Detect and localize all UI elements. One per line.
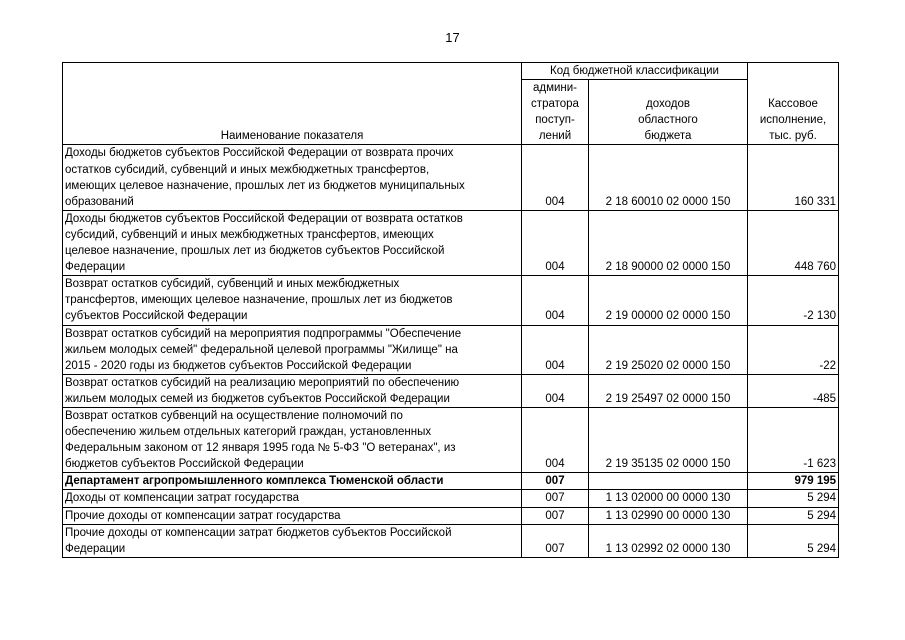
header-execution-line: исполнение,	[759, 114, 827, 127]
row-amount: -485	[748, 374, 839, 407]
row-name	[63, 145, 522, 210]
row-name-line: Доходы от компенсации затрат государства	[65, 492, 299, 505]
header-kbk: Код бюджетной классификации	[522, 63, 748, 80]
row-name-line: Возврат остатков субсидий, субвенций и иных межбюджетных	[65, 278, 400, 291]
row-amount: -22	[748, 325, 839, 374]
row-admin-code: 004	[522, 276, 589, 325]
row-name-line: Федерации	[65, 542, 126, 555]
row-income-code: 2 19 25497 02 0000 150	[589, 374, 748, 407]
header-name: Наименование показателя	[63, 63, 522, 145]
table-row	[63, 325, 839, 374]
header-income-line: бюджета	[644, 130, 692, 143]
row-amount: 160 331	[748, 145, 839, 210]
row-name-line: Доходы бюджетов субъектов Российской Федерации от возврата прочих	[65, 147, 454, 160]
header-administrator-line: лений	[538, 130, 572, 143]
row-admin-code: 007	[522, 524, 589, 557]
row-name-line: Федеральным законом от 12 января 1995 года № 5-ФЗ "О ветеранах", из	[65, 442, 456, 455]
row-amount: 5 294	[748, 507, 839, 524]
row-admin-code: 007	[522, 473, 589, 490]
row-income-code: 2 19 00000 02 0000 150	[589, 276, 748, 325]
row-name	[63, 210, 522, 275]
row-name-line: субсидий, субвенций и иных межбюджетных трансфертов, имеющих	[65, 228, 434, 241]
row-name	[63, 473, 522, 490]
row-name-line: Возврат остатков субсидий на мероприятия подпрограммы "Обеспечение	[65, 327, 462, 340]
header-administrator-line: стратора	[531, 98, 579, 111]
row-name-line: Департамент агропромышленного комплекса Тюменской области	[65, 475, 444, 488]
row-name-line: жильем молодых семей из бюджетов субъектов Российской Федерации	[65, 392, 450, 405]
row-income-code	[589, 473, 748, 490]
row-income-code: 2 18 60010 02 0000 150	[589, 145, 748, 210]
row-name-line: Федерации	[65, 261, 126, 274]
row-name-line: Прочие доходы от компенсации затрат государства	[65, 509, 341, 522]
row-admin-code: 004	[522, 407, 589, 472]
row-amount: 5 294	[748, 490, 839, 507]
row-name-line: имеющих целевое назначение, прошлых лет из бюджетов муниципальных	[65, 179, 465, 192]
table-row	[63, 490, 839, 507]
row-name-line: Доходы бюджетов субъектов Российской Федерации от возврата остатков	[65, 212, 463, 225]
header-income-line: доходов	[646, 98, 690, 111]
row-name-line: Прочие доходы от компенсации затрат бюджетов субъектов Российской	[65, 526, 452, 539]
header-execution-line: тыс. руб.	[769, 130, 817, 143]
row-admin-code: 004	[522, 374, 589, 407]
row-name-line: остатков субсидий, субвенций и иных межбюджетных трансфертов,	[65, 163, 430, 176]
row-name-line: образований	[65, 195, 134, 208]
row-name	[63, 276, 522, 325]
row-admin-code: 007	[522, 490, 589, 507]
header-administrator	[522, 80, 589, 145]
table-row	[63, 507, 839, 524]
page-number: 17	[445, 30, 460, 45]
row-amount: -1 623	[748, 407, 839, 472]
table-row	[63, 524, 839, 557]
header-administrator-line: поступ-	[535, 114, 575, 127]
table-header	[63, 63, 839, 145]
row-name	[63, 507, 522, 524]
table-row	[63, 276, 839, 325]
row-income-code: 1 13 02992 02 0000 130	[589, 524, 748, 557]
row-name-line: Возврат остатков субвенций на осуществление полномочий по	[65, 409, 403, 422]
row-income-code: 1 13 02000 00 0000 130	[589, 490, 748, 507]
table-row-department	[63, 473, 839, 490]
row-amount: 448 760	[748, 210, 839, 275]
row-name	[63, 490, 522, 507]
row-income-code: 2 18 90000 02 0000 150	[589, 210, 748, 275]
row-admin-code: 004	[522, 325, 589, 374]
header-execution-line: Кассовое	[768, 98, 818, 111]
row-name-line: субъектов Российской Федерации	[65, 310, 248, 323]
table-row	[63, 407, 839, 472]
header-administrator-line: админи-	[532, 82, 578, 95]
row-name-line: 2015 - 2020 годы из бюджетов субъектов Российской Федерации	[65, 359, 412, 372]
row-name-line: целевое назначение, прошлых лет из бюджетов субъектов Российской	[65, 245, 445, 258]
row-amount: 5 294	[748, 524, 839, 557]
row-name-line: Возврат остатков субсидий на реализацию мероприятий по обеспечению	[65, 376, 460, 389]
row-admin-code: 004	[522, 210, 589, 275]
row-income-code: 2 19 25020 02 0000 150	[589, 325, 748, 374]
row-name	[63, 374, 522, 407]
row-name-line: трансфертов, имеющих целевое назначение, прошлых лет из бюджетов	[65, 294, 453, 307]
row-admin-code: 004	[522, 145, 589, 210]
header-income	[589, 80, 748, 145]
table-row	[63, 145, 839, 210]
table-row	[63, 210, 839, 275]
header-execution	[748, 63, 839, 145]
row-income-code: 2 19 35135 02 0000 150	[589, 407, 748, 472]
row-name	[63, 407, 522, 472]
table-row	[63, 374, 839, 407]
budget-table	[62, 62, 839, 558]
row-amount: -2 130	[748, 276, 839, 325]
header-income-line: областного	[638, 114, 698, 127]
row-name	[63, 524, 522, 557]
row-name-line: жильем молодых семей" федеральной целевой программы "Жилище" на	[65, 343, 458, 356]
row-income-code: 1 13 02990 00 0000 130	[589, 507, 748, 524]
row-name-line: обеспечению жильем отдельных категорий граждан, установленных	[65, 426, 432, 439]
row-admin-code: 007	[522, 507, 589, 524]
row-amount: 979 195	[748, 473, 839, 490]
row-name-line: бюджетов субъектов Российской Федерации	[65, 458, 304, 471]
row-name	[63, 325, 522, 374]
table-body	[63, 145, 839, 557]
